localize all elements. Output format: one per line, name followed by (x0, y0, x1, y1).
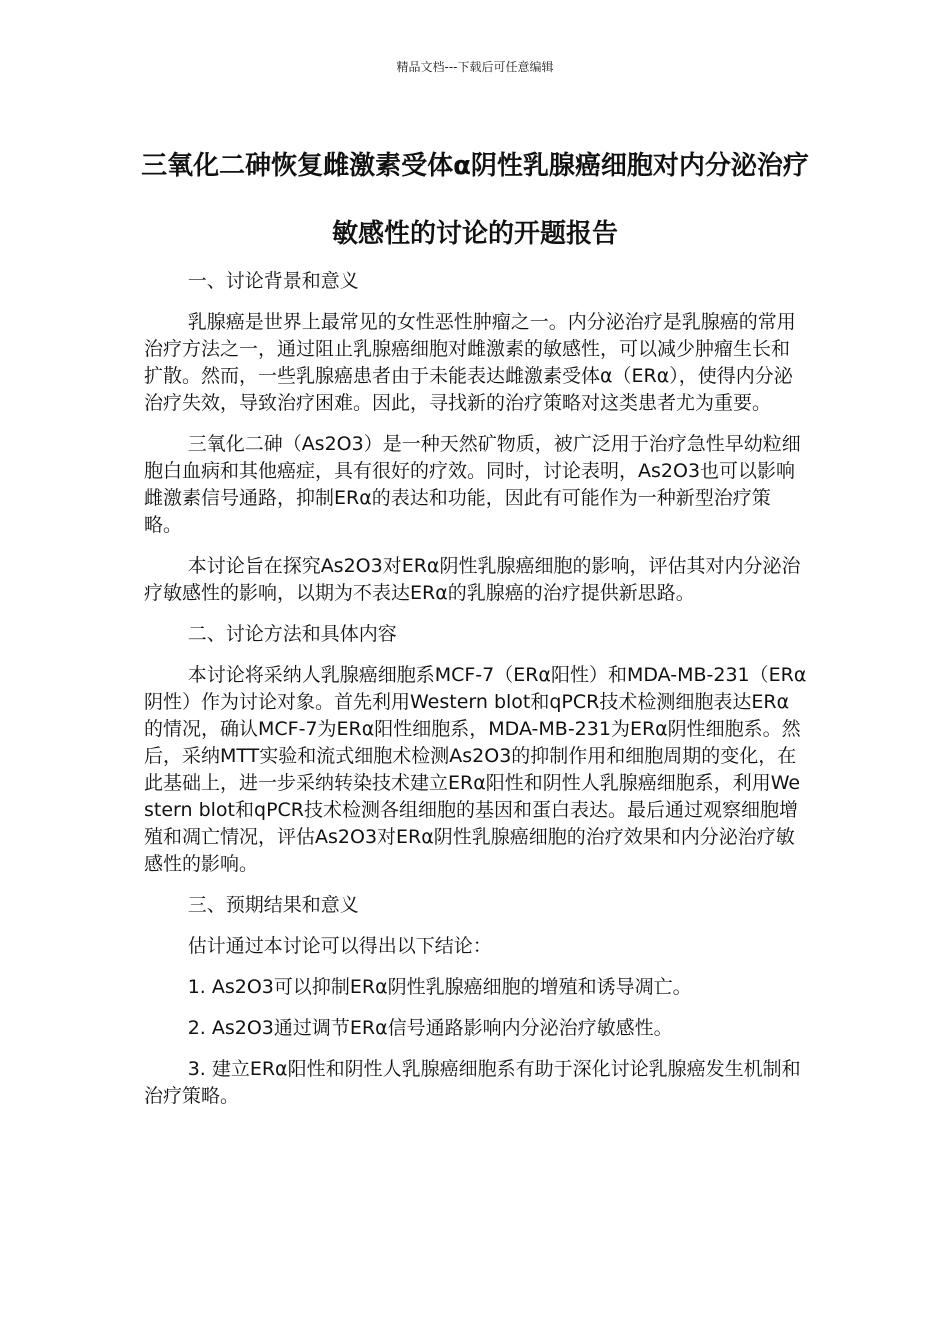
list-item: 3. 建立ERα阳性和阴性人乳腺癌细胞系有助于深化讨论乳腺癌发生机制和治疗策略。 (144, 1058, 801, 1107)
paragraph: 本讨论将采纳人乳腺癌细胞系MCF-7（ERα阳性）和MDA-MB-231（ERα阴性）作为讨论对象。首先利用Western blot和qPCR技术检测细胞表达ERα的情况，确认MCF-7为ERα阳性细胞系，MDA-MB-231为ERα阴性细胞系。然后，采纳MTT实验和流式细胞术检测As2O3的抑制作用和细胞周期的变化，在此基础上，进一步采纳转染技术建立ERα阳性和阴性人乳腺癌细胞系，利用Western blot和qPCR技术检测各组细胞的基因和蛋白表达。最后通过观察细胞增殖和凋亡情况，评估As2O3对ERα阴性乳腺癌细胞的治疗效果和内分泌治疗敏感性的影响。 (144, 664, 807, 875)
paragraph: 估计通过本讨论可以得出以下结论： (187, 935, 492, 957)
paragraph: 三氧化二砷（As2O3）是一种天然矿物质，被广泛用于治疗急性早幼粒细胞白血病和其他癌症，具有很好的疗效。同时，讨论表明，As2O3也可以影响雌激素信号通路，抑制ERα的表达和功能，因此有可能作为一种新型治疗策略。 (144, 433, 801, 536)
document-title: 三氧化二砷恢复雌激素受体α阴性乳腺癌细胞对内分泌治疗敏感性的讨论的开题报告 (141, 151, 809, 249)
section-heading-methods: 二、讨论方法和具体内容 (187, 623, 397, 645)
section-heading-background: 一、讨论背景和意义 (187, 270, 359, 292)
document-body (144, 268, 808, 1124)
paragraph: 乳腺癌是世界上最常见的女性恶性肿瘤之一。内分泌治疗是乳腺癌的常用治疗方法之一，通过阻止乳腺癌细胞对雌激素的敏感性，可以减少肿瘤生长和扩散。然而，一些乳腺癌患者由于未能表达雌激素受体α（ERα），使得内分泌治疗失效，导致治疗困难。因此，寻找新的治疗策略对这类患者尤为重要。 (144, 311, 796, 414)
list-item: 2. As2O3通过调节ERα信号通路影响内分泌治疗敏感性。 (187, 1017, 673, 1039)
page-header-note: 精品文档---下载后可任意编辑 (396, 60, 554, 74)
list-item: 1. As2O3可以抑制ERα阴性乳腺癌细胞的增殖和诱导凋亡。 (187, 976, 692, 998)
section-heading-expected-results: 三、预期结果和意义 (187, 894, 359, 916)
paragraph: 本讨论旨在探究As2O3对ERα阴性乳腺癌细胞的影响，评估其对内分泌治疗敏感性的影响，以期为不表达ERα的乳腺癌的治疗提供新思路。 (144, 555, 801, 604)
